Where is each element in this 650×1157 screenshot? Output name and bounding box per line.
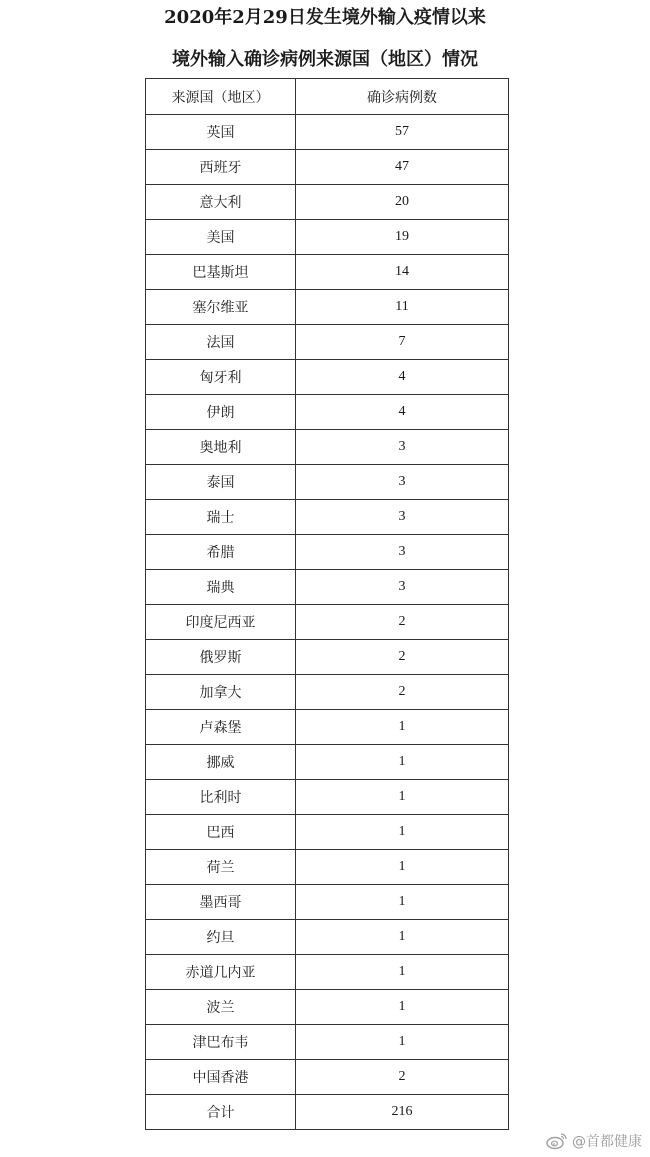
total-count: 216 <box>296 1095 509 1130</box>
country-cell: 波兰 <box>146 990 296 1025</box>
count-cell: 1 <box>296 955 509 990</box>
table-row <box>146 255 509 290</box>
country-cell: 西班牙 <box>146 150 296 185</box>
table-row <box>146 535 509 570</box>
table-row <box>146 1060 509 1095</box>
watermark-text: @首都健康 <box>572 1134 642 1150</box>
country-cell: 希腊 <box>146 535 296 570</box>
table-row <box>146 325 509 360</box>
table-row <box>146 885 509 920</box>
count-cell: 47 <box>296 150 509 185</box>
table-body <box>146 115 509 1130</box>
country-cell: 挪威 <box>146 745 296 780</box>
country-cell: 伊朗 <box>146 395 296 430</box>
table-row <box>146 430 509 465</box>
count-cell: 7 <box>296 325 509 360</box>
count-cell: 2 <box>296 605 509 640</box>
count-cell: 3 <box>296 500 509 535</box>
header-country: 来源国（地区） <box>146 79 296 115</box>
count-cell: 3 <box>296 535 509 570</box>
count-cell: 1 <box>296 710 509 745</box>
count-cell: 11 <box>296 290 509 325</box>
table-row <box>146 115 509 150</box>
count-cell: 19 <box>296 220 509 255</box>
country-cell: 加拿大 <box>146 675 296 710</box>
country-cell: 墨西哥 <box>146 885 296 920</box>
count-cell: 2 <box>296 640 509 675</box>
country-cell: 意大利 <box>146 185 296 220</box>
count-cell: 2 <box>296 675 509 710</box>
table-header-row <box>146 79 509 115</box>
count-cell: 1 <box>296 850 509 885</box>
table-row <box>146 290 509 325</box>
count-cell: 3 <box>296 570 509 605</box>
count-cell: 1 <box>296 885 509 920</box>
table-row <box>146 500 509 535</box>
count-cell: 3 <box>296 465 509 500</box>
total-label: 合计 <box>146 1095 296 1130</box>
country-cell: 塞尔维亚 <box>146 290 296 325</box>
count-cell: 1 <box>296 920 509 955</box>
country-cell: 约旦 <box>146 920 296 955</box>
count-cell: 1 <box>296 780 509 815</box>
table-row <box>146 570 509 605</box>
country-cell: 比利时 <box>146 780 296 815</box>
country-cell: 津巴布韦 <box>146 1025 296 1060</box>
weibo-watermark <box>546 1131 642 1151</box>
table-row <box>146 1025 509 1060</box>
count-cell: 4 <box>296 360 509 395</box>
table-row <box>146 955 509 990</box>
table-row <box>146 675 509 710</box>
table-row <box>146 920 509 955</box>
country-cell: 法国 <box>146 325 296 360</box>
country-cell: 美国 <box>146 220 296 255</box>
count-cell: 1 <box>296 990 509 1025</box>
count-cell: 4 <box>296 395 509 430</box>
country-cell: 赤道几内亚 <box>146 955 296 990</box>
count-cell: 2 <box>296 1060 509 1095</box>
country-cell: 俄罗斯 <box>146 640 296 675</box>
table-row <box>146 150 509 185</box>
total-row <box>146 1095 509 1130</box>
count-cell: 14 <box>296 255 509 290</box>
table-row <box>146 780 509 815</box>
count-cell: 1 <box>296 1025 509 1060</box>
table-row <box>146 745 509 780</box>
title-line-2: 境外输入确诊病例来源国（地区）情况 <box>172 49 478 70</box>
table-row <box>146 185 509 220</box>
country-cell: 印度尼西亚 <box>146 605 296 640</box>
country-cell: 奥地利 <box>146 430 296 465</box>
table-row <box>146 710 509 745</box>
count-cell: 57 <box>296 115 509 150</box>
country-cell: 巴西 <box>146 815 296 850</box>
country-cell: 瑞典 <box>146 570 296 605</box>
table-row <box>146 640 509 675</box>
country-cell: 荷兰 <box>146 850 296 885</box>
title-line-1: 2020年2月29日发生境外输入疫情以来 <box>164 7 486 28</box>
weibo-icon <box>546 1132 568 1150</box>
count-cell: 3 <box>296 430 509 465</box>
header-count: 确诊病例数 <box>296 79 509 115</box>
table-row <box>146 605 509 640</box>
country-cell: 英国 <box>146 115 296 150</box>
count-cell: 20 <box>296 185 509 220</box>
imported-cases-table <box>145 78 509 1130</box>
country-cell: 巴基斯坦 <box>146 255 296 290</box>
country-cell: 中国香港 <box>146 1060 296 1095</box>
country-cell: 瑞士 <box>146 500 296 535</box>
table-row <box>146 220 509 255</box>
table-row <box>146 465 509 500</box>
table-row <box>146 360 509 395</box>
country-cell: 卢森堡 <box>146 710 296 745</box>
table-row <box>146 850 509 885</box>
table-row <box>146 395 509 430</box>
count-cell: 1 <box>296 745 509 780</box>
table-row <box>146 815 509 850</box>
table-row <box>146 990 509 1025</box>
count-cell: 1 <box>296 815 509 850</box>
country-cell: 泰国 <box>146 465 296 500</box>
country-cell: 匈牙利 <box>146 360 296 395</box>
